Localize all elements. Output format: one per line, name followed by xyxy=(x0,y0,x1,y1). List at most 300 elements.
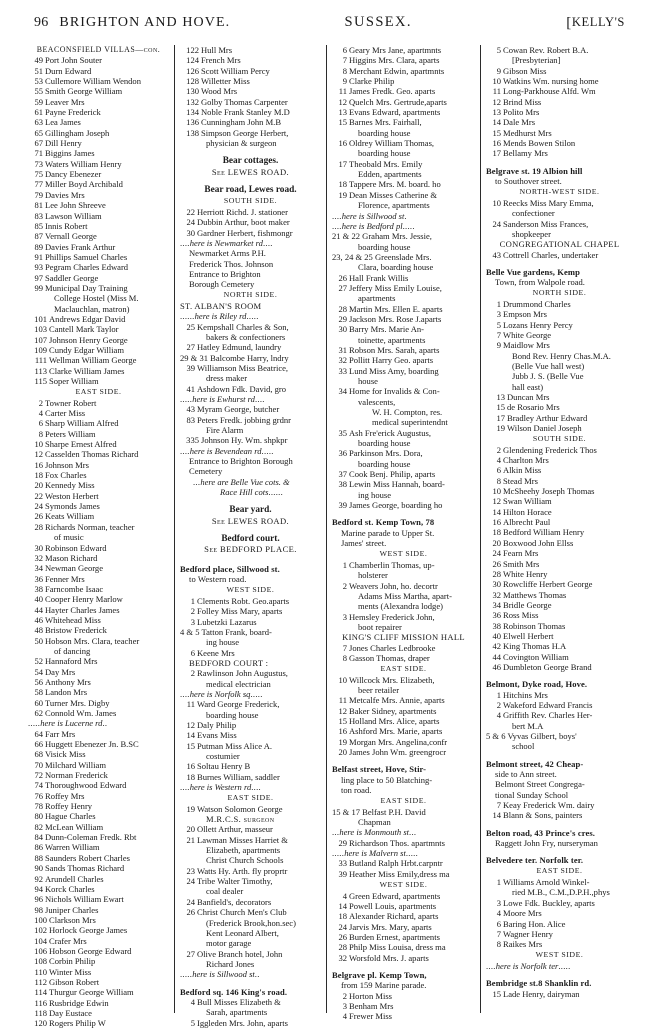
directory-entry xyxy=(28,801,169,811)
entry-number: 62 xyxy=(34,708,43,718)
entry-name: Horton Miss xyxy=(349,990,392,1001)
entry-number: 38 xyxy=(34,583,43,594)
entry-name: Bridle George xyxy=(503,599,552,610)
directory-entry xyxy=(28,791,169,801)
entry-number: 50 xyxy=(34,635,43,646)
entry-name: Richardson Thos. apartmnts xyxy=(349,837,445,848)
entry-number: 30 xyxy=(492,579,501,590)
directory-entry xyxy=(28,470,169,480)
heading-bear-road: Bear road, Lewes road. xyxy=(204,185,297,196)
entry-name: Christ Church Men's Club xyxy=(197,907,287,918)
directory-entry xyxy=(28,314,169,324)
col2-entries-part3 xyxy=(180,322,321,394)
col2-newmarket-block xyxy=(180,248,321,289)
col2-cross-ref-norfolk: ....here is Norfolk sq..... xyxy=(180,688,263,699)
directory-entry xyxy=(332,612,475,622)
entry-name: Milchard William xyxy=(45,759,106,770)
entry-number: 104 xyxy=(34,935,47,946)
entry-number: 15 xyxy=(492,988,501,999)
entry-name: Bellamy Mrs xyxy=(503,148,548,159)
directory-entry xyxy=(486,631,633,641)
entry-name: Lubetzki Lazarus xyxy=(197,616,257,627)
entry-continuation: Christ Church Schools xyxy=(206,855,284,866)
directory-entry xyxy=(28,998,169,1008)
entry-number: 24 xyxy=(34,501,43,512)
entry-continuation: school xyxy=(512,741,535,752)
entry-number: 34 xyxy=(34,563,43,574)
col4-side-label-nw: NORTH-WEST SIDE. xyxy=(519,186,600,196)
entry-name: Simpson George Herbert, xyxy=(201,127,289,138)
entry-number: 13 xyxy=(496,392,505,402)
entry-name: Stead Mrs xyxy=(503,475,538,486)
entry-number: 4 xyxy=(496,455,501,466)
directory-entry xyxy=(28,376,169,386)
entry-number: 24 xyxy=(186,217,195,228)
entry-name: Nichols William Ewart xyxy=(45,894,124,905)
directory-entry xyxy=(28,656,169,666)
directory-entry xyxy=(28,366,169,376)
entry-name: Dean Misses Catherine & xyxy=(349,189,438,200)
heading-continuation: side to Ann street. xyxy=(495,769,557,780)
entry-number: 73 xyxy=(34,158,43,169)
entry-name: Gibson Miss xyxy=(503,65,547,76)
running-head-left xyxy=(34,15,230,31)
entry-name: McSheehy Joseph Thomas xyxy=(503,486,595,497)
entry-name: Clarke Philip xyxy=(349,76,395,87)
entry-continuation: beer retailer xyxy=(358,684,400,695)
entry-number: 32 xyxy=(338,355,347,366)
directory-entry xyxy=(486,402,633,412)
heading-continuation: Marine parade to Upper St. xyxy=(341,527,435,538)
directory-entry xyxy=(486,107,633,117)
entry-name: Hilton Horace xyxy=(503,506,552,517)
directory-entry xyxy=(486,507,633,517)
entry-name: Benham Mrs xyxy=(349,1000,394,1011)
entry-name: Charlton Mrs xyxy=(503,455,549,466)
directory-entry xyxy=(486,66,633,76)
entry-name: Newman George xyxy=(45,563,103,574)
entry-number: 3 xyxy=(496,897,501,908)
directory-entry xyxy=(486,898,633,908)
entry-name: Farr Mrs xyxy=(45,728,76,739)
entry-number: 86 xyxy=(34,842,43,853)
entry-continuation: shopkeeper xyxy=(512,228,551,239)
entry-name: Willcock Mrs. Elizabeth, xyxy=(349,674,435,685)
entry-number: 4 xyxy=(342,1011,347,1022)
entry-name: Cowan Rev. Robert B.A. xyxy=(503,45,589,55)
entry-name: White Henry xyxy=(503,568,548,579)
directory-entry xyxy=(28,584,169,594)
entry-number: 12 xyxy=(186,719,195,730)
directory-entry xyxy=(486,392,633,402)
directory-entry xyxy=(28,874,169,884)
entry-name: Saddler George xyxy=(45,272,99,283)
directory-entry xyxy=(486,496,633,506)
directory-entry: 15 & 17 Belfast P.H. David xyxy=(332,806,426,817)
entry-name: Evans Edward, apartments xyxy=(349,107,441,118)
entry-number: 37 xyxy=(338,469,347,480)
entry-name: Keats William xyxy=(45,511,95,522)
entry-name: Dill Henry xyxy=(45,138,82,149)
col4-entries-part7 xyxy=(486,877,633,949)
entry-continuation: W. H. Compton, res. xyxy=(372,407,443,418)
directory-entry xyxy=(332,911,475,921)
entry-name: Ash Fre'erick Augustus, xyxy=(349,427,432,438)
entry-continuation: valescents, xyxy=(358,396,396,407)
directory-entry xyxy=(332,66,475,76)
entry-name: Clements Robt. Geo.aparts xyxy=(197,595,290,606)
directory-entry xyxy=(180,384,321,394)
directory-entry xyxy=(28,884,169,894)
entry-number: 77 xyxy=(34,179,43,190)
entry-name: Williams Arnold Winkel- xyxy=(503,877,590,888)
entry-name: Municipal Day Training xyxy=(45,282,128,293)
directory-entry xyxy=(486,97,633,107)
directory-entry xyxy=(180,741,321,751)
entry-number: 24 xyxy=(492,218,501,229)
entry-number: 24 xyxy=(492,548,501,559)
directory-entry xyxy=(486,527,633,537)
col3-side-label-east: EAST SIDE. xyxy=(380,663,427,673)
directory-entry xyxy=(180,217,321,227)
entry-number: 3 xyxy=(342,1000,347,1011)
entry-number: 6 xyxy=(496,918,501,929)
directory-entry xyxy=(180,720,321,730)
entry-name: Daly Philip xyxy=(197,719,237,730)
entry-name: Soper William xyxy=(49,376,99,386)
entry-name: Raikes Mrs xyxy=(503,939,543,950)
entry-name: Carter Miss xyxy=(45,408,86,419)
entry-name: Korck Charles xyxy=(45,883,95,894)
directory-entry xyxy=(28,429,169,439)
entry-name: Weston Herbert xyxy=(45,490,99,501)
entry-number: 28 xyxy=(338,303,347,314)
entry-name: Dubbin Arthur, boot maker xyxy=(197,217,290,228)
entry-number: 7 xyxy=(496,329,501,340)
entry-number: 12 xyxy=(338,705,347,716)
entry-name: Gardner Herbert, fishmongr xyxy=(197,227,293,238)
entry-number: 2 xyxy=(342,990,347,1001)
col2-entries-part6 xyxy=(180,668,321,689)
directory-entry xyxy=(486,810,633,820)
directory-entry xyxy=(332,901,475,911)
entry-name: Geary Mrs Jane, apartmnts xyxy=(349,45,442,55)
entry-name: Bristow Frederick xyxy=(45,625,107,636)
directory-entry xyxy=(28,355,169,365)
entry-number: 10 xyxy=(492,197,501,208)
entry-name: Lowe Fdk. Buckley, aparts xyxy=(503,897,595,908)
entry-number: 101 xyxy=(34,313,47,324)
entry-name: Boxwood John Ellss xyxy=(503,537,574,548)
col3-entries-part2 xyxy=(332,231,475,510)
heading-belgrave-pl-cont xyxy=(332,980,475,990)
column-container xyxy=(22,45,633,1029)
entry-name: Hull Mrs xyxy=(201,45,233,55)
directory-entry xyxy=(28,418,169,428)
entry-number: 14 xyxy=(492,117,501,128)
entry-name: Johnson Henry George xyxy=(49,334,128,345)
entry-name: Glendening Frederick Thos xyxy=(503,444,597,455)
entry-continuation: Edden, apartments xyxy=(358,169,422,180)
entry-name: Horlock George James xyxy=(49,925,128,936)
entry-number: 18 xyxy=(186,771,195,782)
col3-cross-ref-monmouth: ...here is Monmouth st... xyxy=(332,827,417,838)
entry-number: 9 xyxy=(496,65,501,76)
directory-entry xyxy=(28,698,169,708)
heading-continuation: tional Sunday School xyxy=(495,789,569,800)
entry-number: 20 xyxy=(492,537,501,548)
entry-name: Heather Miss Emily,dress ma xyxy=(349,868,450,879)
entry-number: 10 xyxy=(34,439,43,450)
col3-entries-part4 xyxy=(332,675,475,758)
col1-side-label-east: EAST SIDE. xyxy=(75,386,122,396)
entry-name: Moore Mrs xyxy=(503,908,542,919)
entry-continuation: bakers & confectioners xyxy=(206,331,286,342)
directory-entry xyxy=(28,242,169,252)
entry-number: 88 xyxy=(34,852,43,863)
entry-name: Jackson Mrs. Rose J.aparts xyxy=(349,313,442,324)
col2-cemetery-entrance-block xyxy=(180,456,321,477)
entry-continuation: (Belle Vue hall west) xyxy=(512,360,585,371)
entry-name: Whitehead Miss xyxy=(45,614,101,625)
entry-name: Iggleden Mrs. John, aparts xyxy=(197,1017,288,1028)
heading-continuation: James' street. xyxy=(341,538,387,549)
entry-number: 83 xyxy=(34,210,43,221)
directory-entry xyxy=(332,942,475,952)
entry-name: Jarvis Mrs. Mary, aparts xyxy=(349,921,432,932)
col3-cross-ref-sillwood: ....here is Sillwood st. xyxy=(332,210,407,221)
entry-name: Sanderson Miss Frances, xyxy=(503,218,589,229)
entry-number: 28 xyxy=(338,942,347,953)
directory-entry xyxy=(28,729,169,739)
entry-name: Roffey Mrs xyxy=(45,790,85,801)
heading-bear-cottages: Bear cottages. xyxy=(222,156,279,167)
entry-continuation: Chapman xyxy=(358,817,391,828)
directory-entry xyxy=(486,700,633,710)
entry-name: Pegram Charles Edward xyxy=(45,262,129,273)
entry-number: 9 xyxy=(342,76,347,87)
entry-name: Lee John Shreeve xyxy=(45,200,106,211)
directory-entry xyxy=(28,221,169,231)
directory-entry xyxy=(332,953,475,963)
heading-continuation: Entrance to Brighton Borough xyxy=(189,456,293,467)
entry-number: 32 xyxy=(492,589,501,600)
entry-name: Roffey Henry xyxy=(45,801,93,812)
entry-number: 7 xyxy=(496,800,501,811)
directory-entry xyxy=(28,687,169,697)
entry-number: 33 xyxy=(338,858,347,869)
directory-entry xyxy=(332,86,475,96)
entry-name: Herriott Richd. J. stationer xyxy=(197,206,288,217)
directory-entry xyxy=(28,977,169,987)
directory-entry xyxy=(180,207,321,217)
entry-number: 83 xyxy=(186,414,195,425)
entry-name: Kennedy Miss xyxy=(45,480,95,491)
directory-entry xyxy=(180,907,321,917)
col4-entries-part4 xyxy=(486,445,633,673)
publisher-name: KELLY'S xyxy=(571,15,625,29)
entry-number: 22 xyxy=(186,206,195,217)
directory-entry xyxy=(332,469,475,479)
entry-name: Fearn Mrs xyxy=(503,548,539,559)
entry-name: Robson Mrs. Sarah, aparts xyxy=(349,344,440,355)
entry-continuation: Clara, boarding house xyxy=(358,262,434,273)
directory-entry xyxy=(332,273,475,283)
entry-name: Higgins Mrs. Clara, aparts xyxy=(349,55,440,66)
entry-name: Hague Charles xyxy=(45,811,96,822)
directory-entry xyxy=(28,148,169,158)
heading-bedford-sq: Bedford sq. 146 King's road. xyxy=(180,986,288,997)
col2-side-label-north: NORTH SIDE. xyxy=(223,290,278,300)
entry-number: 136 xyxy=(186,117,199,128)
directory-entry xyxy=(180,866,321,876)
entry-number: 8 xyxy=(496,939,501,950)
directory-entry xyxy=(332,1001,475,1011)
directory-entry xyxy=(486,465,633,475)
entry-name: Smith George William xyxy=(45,86,123,97)
entry-continuation: Maclauchlan, matron) xyxy=(54,303,130,314)
heading-belmont-st: Belmont street, 42 Cheap- xyxy=(486,758,584,769)
entry-number: 12 xyxy=(34,449,43,460)
entry-number: 43 xyxy=(186,404,195,415)
entry-name: Willetter Miss xyxy=(201,76,250,87)
entry-number: 59 xyxy=(34,96,43,107)
entry-number: 1 xyxy=(496,877,501,888)
entry-name: Smith Mrs xyxy=(503,558,540,569)
entry-name: Putman Miss Alice A. xyxy=(197,740,273,751)
entry-continuation: Kent Leonard Albert, xyxy=(206,927,279,938)
entry-number: 26 xyxy=(338,931,347,942)
entry-number: 65 xyxy=(34,127,43,138)
entry-number: 11 xyxy=(338,86,347,97)
entry-name: Bradley Arthur Edward xyxy=(507,412,588,423)
entry-number: 18 xyxy=(338,911,347,922)
column-3 xyxy=(326,45,480,1022)
directory-entry xyxy=(332,428,475,438)
entry-number: 58 xyxy=(34,687,43,698)
entry-name: Brind Miss xyxy=(503,96,542,107)
entry-number: 84 xyxy=(34,832,43,843)
col2-entries-part9 xyxy=(180,997,321,1028)
directory-entry xyxy=(28,946,169,956)
entry-number: 27 xyxy=(186,342,195,353)
directory-entry xyxy=(28,905,169,915)
entry-name: Watson Solomon George xyxy=(197,803,283,814)
entry-name: Visick Miss xyxy=(45,749,86,760)
directory-entry xyxy=(180,404,321,414)
entry-number: 48 xyxy=(34,625,43,636)
directory-entry xyxy=(28,159,169,169)
entry-name: Thurgur George William xyxy=(49,987,134,998)
directory-entry xyxy=(332,695,475,705)
entry-name: Clarke William James xyxy=(49,365,125,376)
entry-continuation: motor garage xyxy=(206,938,252,949)
entry-name: James John Wm. greengrocr xyxy=(349,747,447,758)
entry-number: 7 xyxy=(342,642,347,653)
entry-name: Noble Frank Stanley M.D xyxy=(201,107,290,118)
directory-entry: 4 & 5 Tatton Frank, board- xyxy=(180,626,272,637)
entry-continuation: (Frederick Brook,hon.sec) xyxy=(206,917,296,928)
directory-entry xyxy=(180,228,321,238)
entry-number: 39 xyxy=(338,868,347,879)
entry-number: 49 xyxy=(34,55,43,66)
entry-number: 126 xyxy=(186,65,199,76)
entry-number: 100 xyxy=(34,914,47,925)
directory-entry xyxy=(332,97,475,107)
entry-number: 46 xyxy=(34,614,43,625)
directory-entry xyxy=(180,804,321,814)
entry-number: 64 xyxy=(34,728,43,739)
entry-name: Ashdown Fdk. David, gro xyxy=(197,383,287,394)
entry-number: 99 xyxy=(34,282,43,293)
directory-entry xyxy=(486,330,633,340)
entry-continuation: Elizabeth, apartments xyxy=(206,845,281,856)
directory-entry xyxy=(180,648,321,658)
entry-number: 26 xyxy=(492,558,501,569)
entry-continuation: boarding house xyxy=(358,458,411,469)
entry-name: Home for Invalids & Con- xyxy=(349,386,440,397)
directory-entry xyxy=(332,891,475,901)
directory-entry xyxy=(486,590,633,600)
heading-belmont-st-cont xyxy=(486,769,633,800)
col2-cross-ref-ewhurst: .....here is Ewhurst rd.... xyxy=(180,394,265,404)
col2-cross-ref-bevendean: ....here is Bevendean rd..... xyxy=(180,445,274,456)
entry-name: Frewer Miss xyxy=(349,1011,392,1022)
heading-continuation: Belmont Street Congrega- xyxy=(495,779,585,790)
entry-name: Burden Ernest, apartments xyxy=(349,931,440,942)
entry-name: Cook Benj. Philip, aparts xyxy=(349,469,436,480)
entry-number: 3 xyxy=(342,611,347,622)
directory-entry xyxy=(28,925,169,935)
directory-entry xyxy=(180,835,321,845)
entry-number: 8 xyxy=(496,475,501,486)
col2-entries-part7 xyxy=(180,699,321,782)
entry-number: 39 xyxy=(186,362,195,373)
entry-number: 1 xyxy=(496,298,501,309)
entry-number: 138 xyxy=(186,127,199,138)
directory-entry xyxy=(28,107,169,117)
entry-continuation: boarding house xyxy=(358,241,411,252)
entry-name: Day Eustace xyxy=(49,1007,92,1018)
directory-entry xyxy=(180,55,321,65)
entry-number: 32 xyxy=(338,952,347,963)
entry-name: Alexander Richard, aparts xyxy=(349,911,439,922)
directory-entry xyxy=(332,991,475,1001)
heading-belton-road: Belton road, 43 Prince's cres. xyxy=(486,827,596,838)
col2-bedford-court-label: BEDFORD COURT : xyxy=(189,657,269,668)
entry-continuation: confectioner xyxy=(512,208,555,219)
directory-entry xyxy=(332,737,475,747)
col2-cross-ref-western: ....here is Western rd.... xyxy=(180,782,261,793)
entry-number: 113 xyxy=(34,365,47,376)
entry-name: Empson Mrs xyxy=(503,309,547,320)
directory-entry xyxy=(180,415,321,425)
directory-entry xyxy=(28,439,169,449)
directory-entry: 21 & 22 Graham Mrs. Jessie, xyxy=(332,231,432,242)
entry-name: Mason Richard xyxy=(45,552,98,563)
directory-entry xyxy=(180,997,321,1007)
directory-entry xyxy=(180,730,321,740)
entry-name: Baring Hon. Alice xyxy=(503,918,566,929)
directory-entry xyxy=(486,320,633,330)
entry-number: 18 xyxy=(492,527,501,538)
entry-name: Cantell Mark Taylor xyxy=(49,324,119,335)
directory-entry xyxy=(28,283,169,293)
entry-name: Jones Charles Ledbrooke xyxy=(349,642,436,653)
directory-entry xyxy=(486,710,633,720)
entry-name: Matthews Thomas xyxy=(503,589,567,600)
directory-entry xyxy=(28,66,169,76)
